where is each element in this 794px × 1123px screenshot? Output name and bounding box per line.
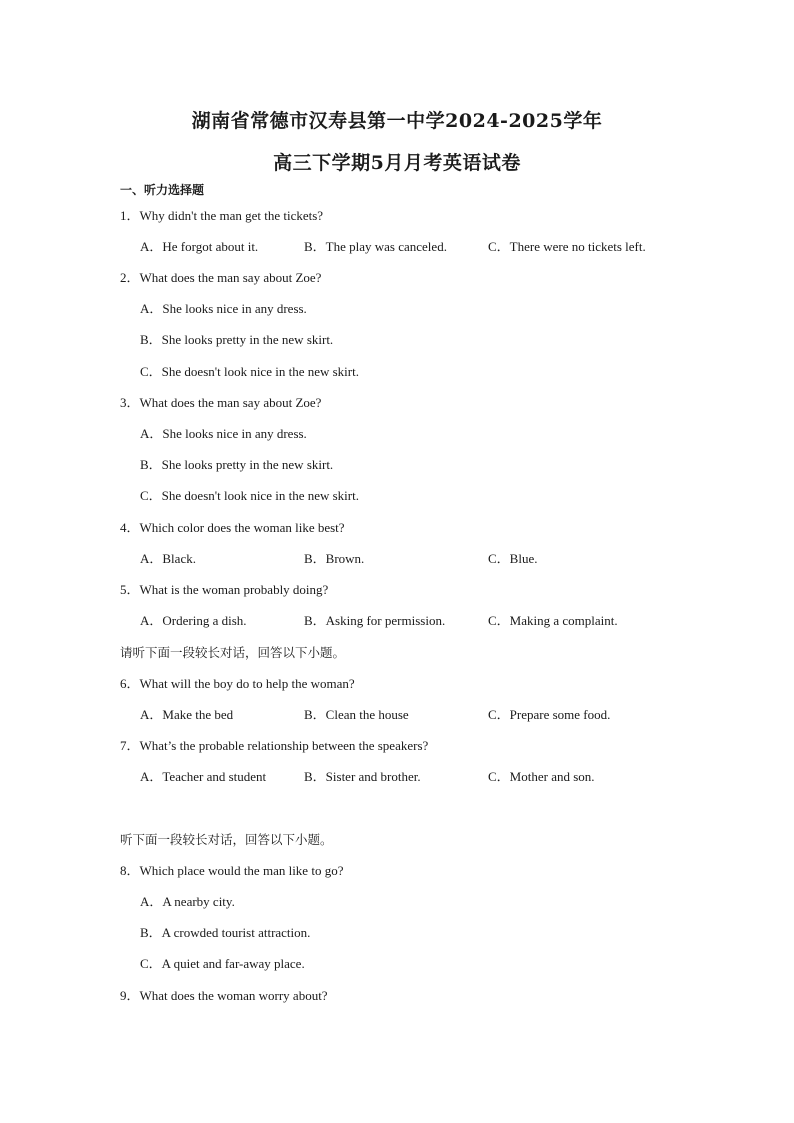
title-line-1: 湖南省常德市汉寿县第一中学2024-2025学年 (191, 110, 603, 132)
q5-option-a: A．Ordering a dish. (140, 613, 247, 628)
question-1: 1．Why didn't the man get the tickets? (120, 208, 324, 223)
q8-option-b: B．A crowded tourist attraction. (140, 925, 311, 940)
question-4: 4．Which color does the woman like best? (120, 520, 345, 535)
q6-option-a: A．Make the bed (140, 707, 234, 722)
q7-option-a: A．Teacher and student (140, 769, 267, 784)
instruction-long-dialogue-2: 听下面一段较长对话，回答以下小题。 (120, 832, 333, 847)
instruction-long-dialogue-1: 请听下面一段较长对话，回答以下小题。 (120, 645, 346, 660)
q5-option-b: B．Asking for permission. (304, 613, 446, 628)
q7-option-b: B．Sister and brother. (304, 769, 421, 784)
q6-option-b: B．Clean the house (304, 707, 409, 722)
question-2: 2．What does the man say about Zoe? (120, 270, 322, 285)
question-3: 3．What does the man say about Zoe? (120, 395, 322, 410)
question-6: 6．What will the boy do to help the woman? (120, 676, 355, 691)
q4-option-c: C．Blue. (488, 551, 538, 566)
q1-option-c: C．There were no tickets left. (488, 239, 646, 254)
q2-option-c: C．She doesn't look nice in the new skirt. (140, 364, 359, 379)
section-heading-listening: 一、听力选择题 (120, 183, 205, 197)
q6-option-c: C．Prepare some food. (488, 707, 611, 722)
question-5: 5．What is the woman probably doing? (120, 582, 329, 597)
q8-option-a: A．A nearby city. (140, 894, 235, 909)
question-8: 8．Which place would the man like to go? (120, 863, 344, 878)
q3-option-b: B．She looks pretty in the new skirt. (140, 457, 334, 472)
q1-option-a: A．He forgot about it. (140, 239, 259, 254)
title-line-2: 高三下学期5月月考英语试卷 (273, 152, 521, 174)
q7-option-c: C．Mother and son. (488, 769, 595, 784)
q4-option-b: B．Brown. (304, 551, 365, 566)
q1-option-b: B．The play was canceled. (304, 239, 447, 254)
q2-option-b: B．She looks pretty in the new skirt. (140, 332, 334, 347)
q4-option-a: A．Black. (140, 551, 196, 566)
q3-option-a: A．She looks nice in any dress. (140, 426, 307, 441)
q5-option-c: C．Making a complaint. (488, 613, 618, 628)
q8-option-c: C．A quiet and far-away place. (140, 956, 305, 971)
question-9: 9．What does the woman worry about? (120, 988, 328, 1003)
q2-option-a: A．She looks nice in any dress. (140, 301, 307, 316)
q3-option-c: C．She doesn't look nice in the new skirt. (140, 488, 359, 503)
question-7: 7．What’s the probable relationship between the speakers? (120, 738, 429, 753)
